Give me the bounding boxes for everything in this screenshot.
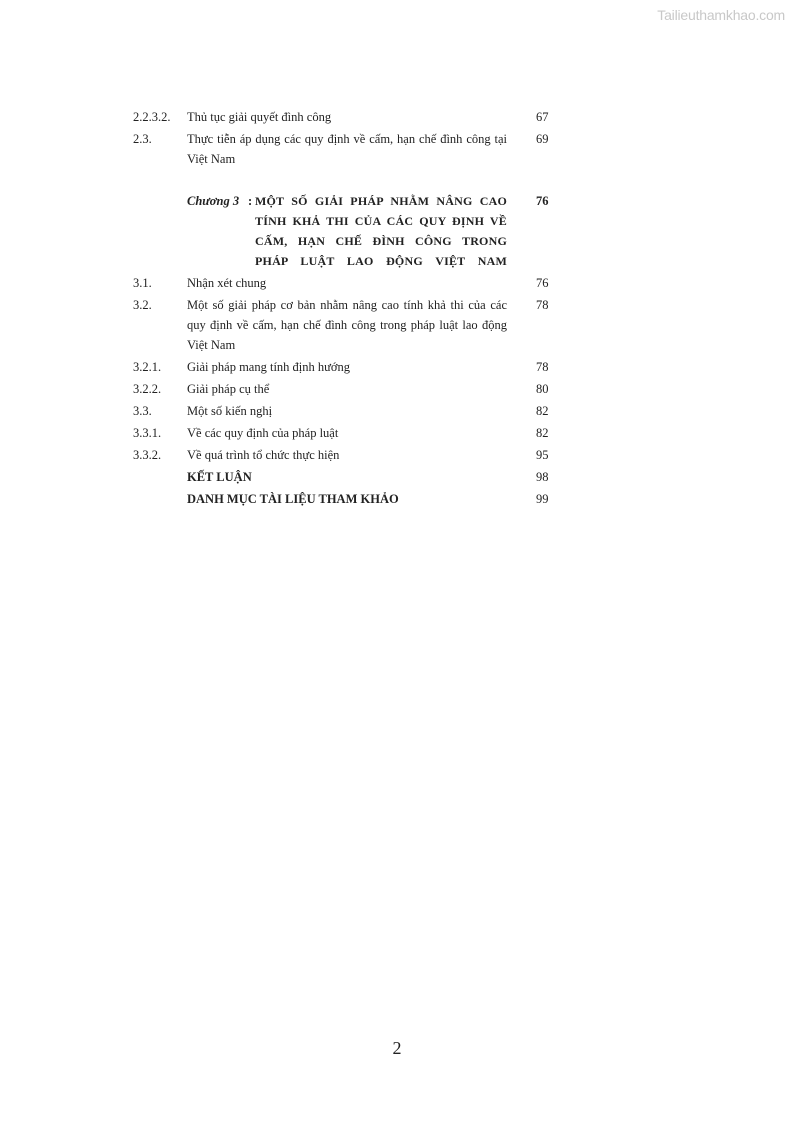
toc-page: 76 [536, 276, 549, 290]
toc-title: Thủ tục giải quyết đình công [187, 110, 332, 124]
toc-page: 99 [536, 492, 549, 506]
chapter-colon: : [248, 194, 253, 208]
toc-number: 3.3.1. [133, 426, 162, 440]
watermark: Tailieuthamkhao.com [657, 7, 785, 23]
toc-row-3-3-1 [133, 423, 563, 443]
toc-number: 3.3. [133, 404, 152, 418]
toc-title: Thực tiễn áp dụng các quy định về cấm, hạn chế đình công tại Việt Nam [187, 132, 507, 166]
table-of-contents [133, 107, 563, 511]
toc-row-2-3 [133, 129, 563, 169]
toc-page: 98 [536, 470, 549, 484]
toc-title: Giải pháp cụ thể [187, 382, 270, 396]
toc-title: Nhận xét chung [187, 276, 267, 290]
toc-number: 3.3.2. [133, 448, 162, 462]
toc-row-2-2-3-2 [133, 107, 563, 127]
toc-page: 78 [536, 298, 549, 312]
chapter-title: MỘT SỐ GIẢI PHÁP NHẰM NÂNG CAO TÍNH KHẢ THI CỦA CÁC QUY ĐỊNH VỀ CẤM, HẠN CHẾ ĐÌNH CÔNG TRONG PHÁP LUẬT LAO ĐỘNG VIỆT NAM [255, 194, 507, 268]
chapter-label: Chương 3 [187, 194, 240, 208]
toc-title: Về các quy định của pháp luật [187, 426, 339, 440]
toc-page: 76 [536, 194, 549, 208]
toc-page: 80 [536, 382, 549, 396]
toc-title: KẾT LUẬN [187, 470, 252, 484]
toc-chapter-3 [133, 191, 563, 271]
toc-page: 82 [536, 426, 549, 440]
toc-row-3-2-2 [133, 379, 563, 399]
toc-row-3-3 [133, 401, 563, 421]
toc-number: 2.2.3.2. [133, 110, 171, 124]
toc-row-3-1 [133, 273, 563, 293]
toc-title: Giải pháp mang tính định hướng [187, 360, 351, 374]
toc-title: DANH MỤC TÀI LIỆU THAM KHẢO [187, 492, 399, 506]
toc-page: 78 [536, 360, 549, 374]
toc-number: 3.2. [133, 298, 152, 312]
toc-title: Về quá trình tổ chức thực hiện [187, 448, 340, 462]
toc-page: 82 [536, 404, 549, 418]
page-number: 2 [392, 1038, 402, 1058]
toc-page: 67 [536, 110, 549, 124]
toc-row-3-3-2 [133, 445, 563, 465]
toc-title: Một số giải pháp cơ bản nhằm nâng cao tính khả thi của các quy định về cấm, hạn chế đình công trong pháp luật lao động Việt Nam [187, 298, 507, 352]
toc-row-references [133, 489, 563, 509]
toc-number: 2.3. [133, 132, 152, 146]
toc-title: Một số kiến nghị [187, 404, 273, 418]
toc-number: 3.2.2. [133, 382, 162, 396]
toc-row-3-2 [133, 295, 563, 355]
toc-number: 3.1. [133, 276, 152, 290]
toc-row-conclusion [133, 467, 563, 487]
toc-number: 3.2.1. [133, 360, 162, 374]
toc-page: 95 [536, 448, 549, 462]
toc-row-3-2-1 [133, 357, 563, 377]
toc-page: 69 [536, 132, 549, 146]
